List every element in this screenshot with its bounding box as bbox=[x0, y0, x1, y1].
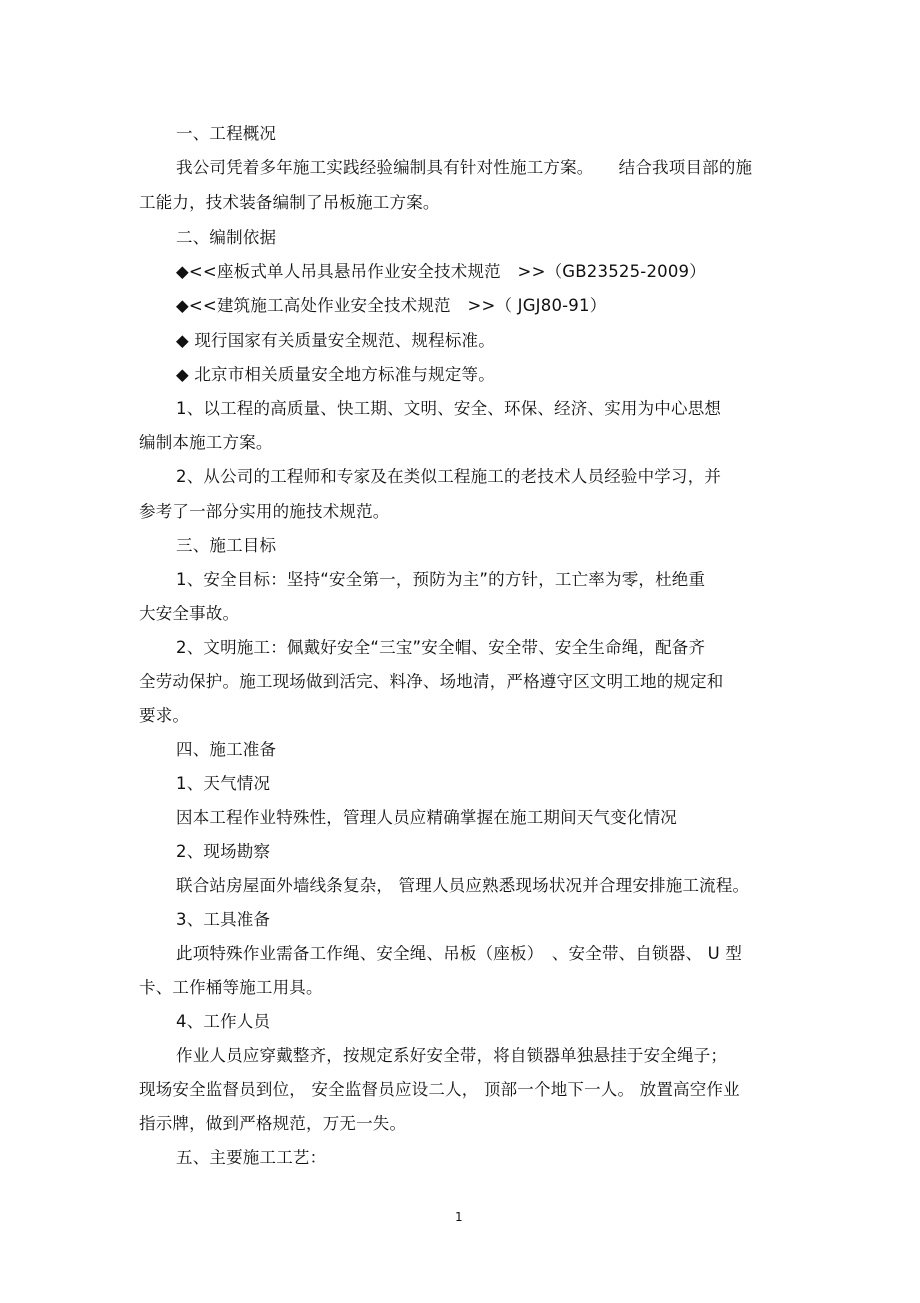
bullet-item: ◆ 现行国家有关质量安全规范、规程标准。 bbox=[176, 331, 495, 350]
paragraph-line: 因本工程作业特殊性，管理人员应精确掌握在施工期间天气变化情况 bbox=[176, 808, 677, 827]
bullet-item: ◆<<建筑施工高处作业安全技术规范 >>（ JGJ80-91） bbox=[176, 296, 607, 315]
paragraph-line: 作业人员应穿戴整齐，按规定系好安全带，将自锁器单独悬挂于安全绳子； bbox=[176, 1046, 728, 1065]
page-number: 1 bbox=[455, 1210, 463, 1224]
paragraph-line: 联合站房屋面外墙线条复杂， 管理人员应熟悉现场状况并合理安排施工流程。 bbox=[176, 876, 750, 895]
paragraph-line: 此项特殊作业需备工作绳、安全绳、吊板（座板） 、安全带、自锁器、 U 型 bbox=[176, 944, 743, 963]
subheading: 4、工作人员 bbox=[176, 1012, 271, 1031]
bullet-item: ◆ 北京市相关质量安全地方标准与规定等。 bbox=[176, 365, 495, 384]
paragraph-line: 全劳动保护。施工现场做到活完、料净、场地清，严格遵守区文明工地的规定和 bbox=[139, 672, 724, 691]
paragraph-line: 2、文明施工：佩戴好安全“三宝”安全帽、安全带、安全生命绳，配备齐 bbox=[176, 638, 706, 657]
heading-project-overview: 一、工程概况 bbox=[176, 124, 277, 143]
bullet-item: ◆<<座板式单人吊具悬吊作业安全技术规范 >>（GB23525-2009） bbox=[176, 262, 706, 281]
paragraph-line: 大安全事故。 bbox=[139, 604, 240, 623]
subheading: 3、工具准备 bbox=[176, 910, 271, 929]
paragraph-line: 2、从公司的工程师和专家及在类似工程施工的老技术人员经验中学习，并 bbox=[176, 467, 722, 486]
paragraph-line: 编制本施工方案。 bbox=[139, 433, 273, 452]
paragraph-line: 参考了一部分实用的施技术规范。 bbox=[139, 502, 390, 521]
paragraph-line: 1、以工程的高质量、快工期、文明、安全、环保、经济、实用为中心思想 bbox=[176, 399, 722, 418]
heading-main-process: 五、主要施工工艺： bbox=[176, 1148, 327, 1167]
heading-basis: 二、编制依据 bbox=[176, 228, 277, 247]
heading-goals: 三、施工目标 bbox=[176, 536, 277, 555]
paragraph-line: 我公司凭着多年施工实践经验编制具有针对性施工方案。 结合我项目部的施 bbox=[176, 158, 753, 177]
paragraph-line: 指示牌，做到严格规范，万无一失。 bbox=[139, 1114, 407, 1133]
paragraph-line: 1、安全目标：坚持“安全第一，预防为主”的方针，工亡率为零，杜绝重 bbox=[176, 570, 706, 589]
subheading: 1、天气情况 bbox=[176, 774, 271, 793]
paragraph-line: 要求。 bbox=[139, 706, 190, 725]
paragraph-line: 现场安全监督员到位， 安全监督员应设二人， 顶部一个地下一人。 放置高空作业 bbox=[139, 1080, 740, 1099]
subheading: 2、现场勘察 bbox=[176, 842, 271, 861]
paragraph-line: 工能力，技术装备编制了吊板施工方案。 bbox=[139, 193, 440, 212]
heading-preparation: 四、施工准备 bbox=[176, 740, 277, 759]
paragraph-line: 卡、工作桶等施工用具。 bbox=[139, 978, 323, 997]
